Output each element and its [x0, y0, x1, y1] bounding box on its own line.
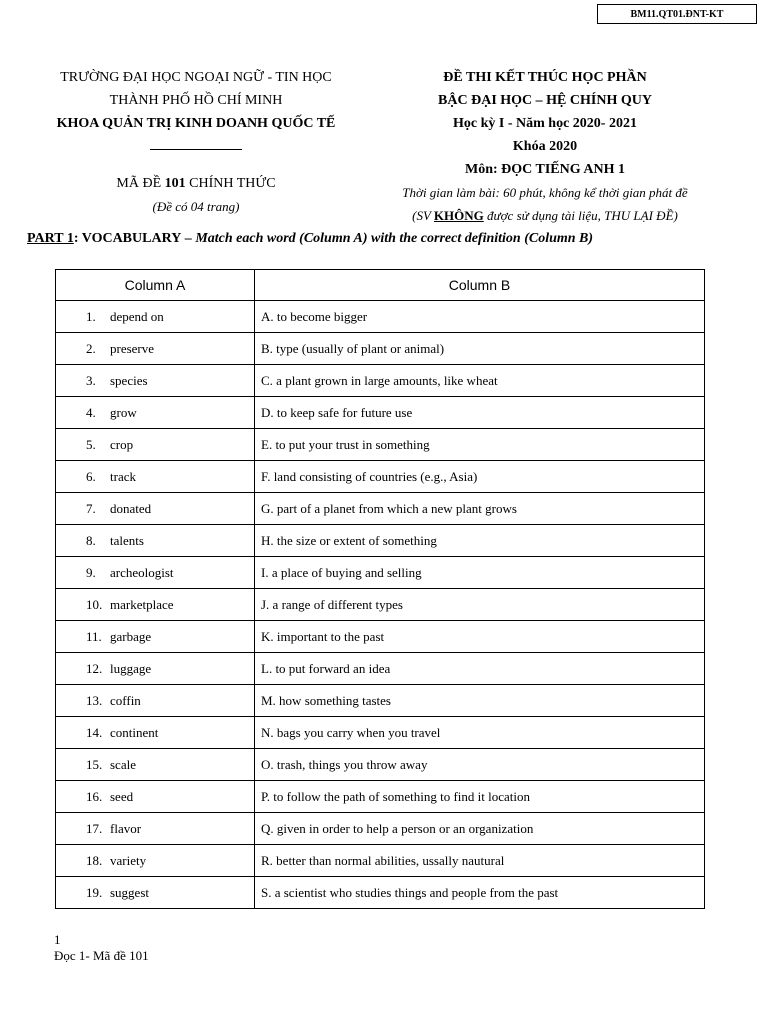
word-cell: [56, 301, 255, 333]
item-number: 10.: [86, 596, 103, 612]
definition-cell: O. trash, things you throw away: [255, 749, 705, 781]
table-row: [56, 685, 705, 717]
time-note: Thời gian làm bài: 60 phút, không kể thời gian phát đề: [402, 185, 688, 200]
table-header-row: [56, 270, 705, 301]
materials-note: (SV KHÔNG được sử dụng tài liệu, THU LẠI ĐỀ): [412, 208, 678, 223]
item-number: 16.: [86, 788, 103, 804]
item-number: 17.: [86, 820, 103, 836]
exam-code-prefix: MÃ ĐỀ: [116, 176, 162, 191]
item-number: 5.: [86, 436, 96, 452]
part1-directions: – Match each word (Column A) with the correct definition (Column B): [181, 231, 594, 246]
item-word: talents: [110, 532, 144, 548]
item-word: luggage: [110, 660, 152, 676]
item-number: 7.: [86, 500, 96, 516]
word-cell: [56, 525, 255, 557]
definition-cell: M. how something tastes: [255, 685, 705, 717]
item-number: 6.: [86, 468, 96, 484]
definition-cell: D. to keep safe for future use: [255, 397, 705, 429]
word-cell: [56, 333, 255, 365]
definition-cell: E. to put your trust in something: [255, 429, 705, 461]
item-number: 13.: [86, 692, 103, 708]
item-number: 2.: [86, 340, 96, 356]
table-row: [56, 301, 705, 333]
word-cell: [56, 717, 255, 749]
item-number: 1.: [86, 308, 96, 324]
item-word: grow: [110, 404, 137, 420]
exam-cohort: Khóa 2020: [512, 139, 578, 154]
header-divider: [40, 135, 352, 158]
word-cell: [56, 365, 255, 397]
exam-code: [40, 172, 352, 195]
word-cell: [56, 749, 255, 781]
item-number: 18.: [86, 852, 103, 868]
table-row: [56, 845, 705, 877]
definition-cell: G. part of a planet from which a new plant grows: [255, 493, 705, 525]
word-cell: [56, 429, 255, 461]
word-cell: [56, 781, 255, 813]
table-row: [56, 557, 705, 589]
definition-cell: Q. given in order to help a person or an organization: [255, 813, 705, 845]
table-row: [56, 621, 705, 653]
school-name: TRƯỜNG ĐẠI HỌC NGOẠI NGỮ - TIN HỌC: [60, 70, 332, 85]
table-row: [56, 781, 705, 813]
word-cell: [56, 557, 255, 589]
item-word: variety: [110, 852, 147, 868]
form-code: BM11.QT01.ĐNT-KT: [597, 4, 757, 24]
definition-cell: L. to put forward an idea: [255, 653, 705, 685]
definition-cell: A. to become bigger: [255, 301, 705, 333]
column-a-header: Column A: [56, 270, 255, 301]
column-b-header: Column B: [255, 270, 705, 301]
item-word: flavor: [110, 820, 142, 836]
word-cell: [56, 685, 255, 717]
table-row: [56, 525, 705, 557]
item-word: continent: [110, 724, 159, 740]
item-word: donated: [110, 500, 152, 516]
exam-code-suffix: CHÍNH THỨC: [189, 176, 276, 191]
word-cell: [56, 653, 255, 685]
definition-cell: R. better than normal abilities, ussally nautural: [255, 845, 705, 877]
word-cell: [56, 813, 255, 845]
item-word: scale: [110, 756, 136, 772]
item-number: 11.: [86, 628, 102, 644]
item-number: 12.: [86, 660, 103, 676]
item-number: 8.: [86, 532, 96, 548]
word-cell: [56, 845, 255, 877]
part1-title: : VOCABULARY: [73, 231, 182, 246]
word-cell: [56, 493, 255, 525]
footer-label: Đọc 1- Mã đề 101: [54, 948, 149, 963]
definition-cell: B. type (usually of plant or animal): [255, 333, 705, 365]
note-keyword: KHÔNG: [433, 208, 484, 223]
item-word: preserve: [110, 340, 155, 356]
item-word: archeologist: [110, 564, 174, 580]
item-number: 4.: [86, 404, 96, 420]
table-row: [56, 749, 705, 781]
definition-cell: F. land consisting of countries (e.g., Asia): [255, 461, 705, 493]
exam-level: BẬC ĐẠI HỌC – HỆ CHÍNH QUY: [438, 93, 652, 108]
word-cell: [56, 461, 255, 493]
word-cell: [56, 621, 255, 653]
part1-label: PART 1: [27, 231, 74, 246]
vocabulary-table: [55, 269, 705, 909]
city-name: THÀNH PHỐ HỒ CHÍ MINH: [109, 93, 283, 108]
definition-cell: C. a plant grown in large amounts, like wheat: [255, 365, 705, 397]
item-word: garbage: [110, 628, 152, 644]
table-row: [56, 813, 705, 845]
item-number: 9.: [86, 564, 96, 580]
item-number: 14.: [86, 724, 103, 740]
item-word: coffin: [110, 692, 141, 708]
table-row: [56, 493, 705, 525]
table-row: [56, 653, 705, 685]
page-number: 1: [54, 932, 61, 947]
definition-cell: N. bags you carry when you travel: [255, 717, 705, 749]
definition-cell: P. to follow the path of something to find it location: [255, 781, 705, 813]
exam-code-number: 101: [164, 176, 186, 191]
item-number: 15.: [86, 756, 103, 772]
pages-note: (Đề có 04 trang): [152, 199, 240, 214]
item-word: depend on: [110, 308, 164, 324]
item-word: suggest: [110, 884, 149, 900]
table-row: [56, 397, 705, 429]
word-cell: [56, 397, 255, 429]
definition-cell: K. important to the past: [255, 621, 705, 653]
item-word: crop: [110, 436, 134, 452]
table-row: [56, 429, 705, 461]
table-row: [56, 461, 705, 493]
definition-cell: H. the size or extent of something: [255, 525, 705, 557]
word-cell: [56, 877, 255, 909]
table-row: [56, 589, 705, 621]
table-row: [56, 877, 705, 909]
definition-cell: J. a range of different types: [255, 589, 705, 621]
part1-heading: [27, 231, 747, 247]
table-row: [56, 365, 705, 397]
definition-cell: I. a place of buying and selling: [255, 557, 705, 589]
definition-cell: S. a scientist who studies things and people from the past: [255, 877, 705, 909]
table-row: [56, 333, 705, 365]
exam-term: Học kỳ I - Năm học 2020- 2021: [453, 116, 637, 131]
item-number: 3.: [86, 372, 96, 388]
word-cell: [56, 589, 255, 621]
item-word: marketplace: [110, 596, 174, 612]
school-header: [40, 66, 352, 218]
item-word: species: [110, 372, 148, 388]
item-word: track: [110, 468, 136, 484]
exam-subject: Môn: ĐỌC TIẾNG ANH 1: [465, 162, 625, 177]
table-body: [56, 301, 705, 909]
exam-title: ĐỀ THI KẾT THÚC HỌC PHẦN: [443, 70, 647, 85]
faculty-name: KHOA QUẢN TRỊ KINH DOANH QUỐC TẾ: [56, 116, 336, 131]
item-word: seed: [110, 788, 134, 804]
item-number: 19.: [86, 884, 103, 900]
exam-header: [372, 66, 718, 227]
table-row: [56, 717, 705, 749]
